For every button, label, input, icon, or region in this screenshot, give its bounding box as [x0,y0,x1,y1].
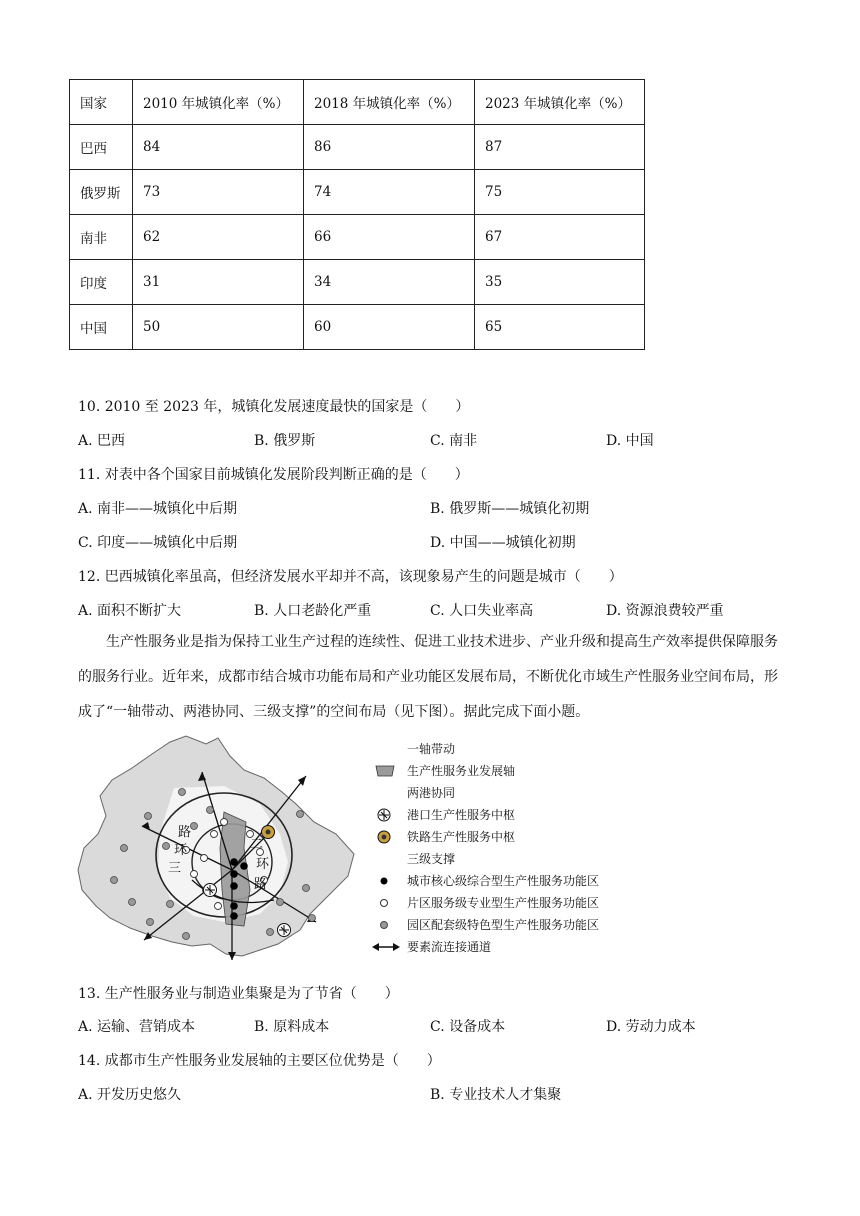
legend-group-1: 一轴带动 [407,742,456,756]
q10-option-d[interactable]: D. 中国 [606,433,654,449]
legend-group-3: 三级支撑 [407,852,456,866]
question-13-stem: 13. 生产性服务业与制造业集聚是为了节省（ ） [78,986,399,1002]
q11-option-b[interactable]: B. 俄罗斯——城镇化初期 [430,501,590,517]
q10-option-b[interactable]: B. 俄罗斯 [254,433,316,449]
q11-option-d[interactable]: D. 中国——城镇化初期 [430,535,576,551]
road-label: 环 [256,857,270,872]
q13-option-b[interactable]: B. 原料成本 [254,1019,330,1035]
table-cell: 73 [133,170,304,215]
park-zone-dot-icon [370,917,402,933]
q12-option-d[interactable]: D. 资源浪费较严重 [606,603,724,619]
table-cell: 巴西 [70,125,133,170]
q12-option-a[interactable]: A. 面积不断扩大 [78,603,182,619]
table-cell: 87 [475,125,645,170]
question-14-stem: 14. 成都市生产性服务业发展轴的主要区位优势是（ ） [78,1053,441,1069]
question-11-stem: 11. 对表中各个国家目前城镇化发展阶段判断正确的是（ ） [78,467,469,483]
airport-hub-icon [278,924,291,937]
airport-hub-icon [204,884,217,897]
axis-swatch-icon [370,763,402,779]
table-cell: 65 [475,305,645,350]
table-row [70,125,645,170]
urbanization-table [69,79,645,350]
table-header-cell: 2023 年城镇化率（%） [475,80,645,125]
table-cell: 35 [475,260,645,305]
table-cell: 86 [304,125,475,170]
q10-option-a[interactable]: A. 巴西 [78,433,126,449]
table-cell: 31 [133,260,304,305]
q12-option-b[interactable]: B. 人口老龄化严重 [254,603,372,619]
railway-hub-icon [262,826,275,839]
question-12-stem: 12. 巴西城镇化率虽高，但经济发展水平却并不高，该现象易产生的问题是城市（ ） [78,569,623,585]
table-header-cell: 国家 [70,80,133,125]
airport-hub-icon [370,807,402,823]
table-cell: 34 [304,260,475,305]
table-cell: 俄罗斯 [70,170,133,215]
table-cell: 66 [304,215,475,260]
table-cell: 74 [304,170,475,215]
q13-option-c[interactable]: C. 设备成本 [430,1019,506,1035]
road-label: 环 [174,843,188,858]
railway-hub-icon [370,829,402,845]
road-label: 路 [254,877,268,892]
table-cell: 中国 [70,305,133,350]
question-10-stem: 10. 2010 至 2023 年，城镇化发展速度最快的国家是（ ） [78,399,470,415]
core-zone-dot-icon [370,873,402,889]
q12-option-c[interactable]: C. 人口失业率高 [430,603,534,619]
table-cell: 印度 [70,260,133,305]
legend-group-2: 两港协同 [407,786,456,800]
q13-option-d[interactable]: D. 劳动力成本 [606,1019,696,1035]
table-cell: 84 [133,125,304,170]
table-header-cell: 2018 年城镇化率（%） [304,80,475,125]
table-row [70,170,645,215]
q14-option-b[interactable]: B. 专业技术人才集聚 [430,1087,562,1103]
table-row [70,260,645,305]
road-label: 二 [250,837,264,852]
table-row [70,305,645,350]
road-label: 路 [178,825,192,840]
road-label: 三 [168,861,182,876]
q13-option-a[interactable]: A. 运输、营销成本 [78,1019,196,1035]
q14-option-a[interactable]: A. 开发历史悠久 [78,1087,182,1103]
q11-option-c[interactable]: C. 印度——城镇化中后期 [78,535,238,551]
double-arrow-icon [370,939,402,955]
table-cell: 60 [304,305,475,350]
table-row [70,215,645,260]
table-cell: 75 [475,170,645,215]
table-cell: 62 [133,215,304,260]
table-cell: 67 [475,215,645,260]
table-header-row [70,80,645,125]
q11-option-a[interactable]: A. 南非——城镇化中后期 [78,501,238,517]
q10-option-c[interactable]: C. 南非 [430,433,478,449]
table-cell: 南非 [70,215,133,260]
reading-passage: 生产性服务业是指为保持工业生产过程的连续性、促进工业技术进步、产业升级和提高生产效率提供保障服务的服务行业。近年来，成都市结合城市功能布局和产业功能区发展布局，不断优化市域生产性服务业空间布局，形成了“一轴带动、两港协同、三级支撑”的空间布局（见下图）。据此完成下面小题。 [78,634,778,720]
chengdu-layout-map [74,730,364,962]
table-cell: 50 [133,305,304,350]
district-zone-dot-icon [370,895,402,911]
table-header-cell: 2010 年城镇化率（%） [133,80,304,125]
